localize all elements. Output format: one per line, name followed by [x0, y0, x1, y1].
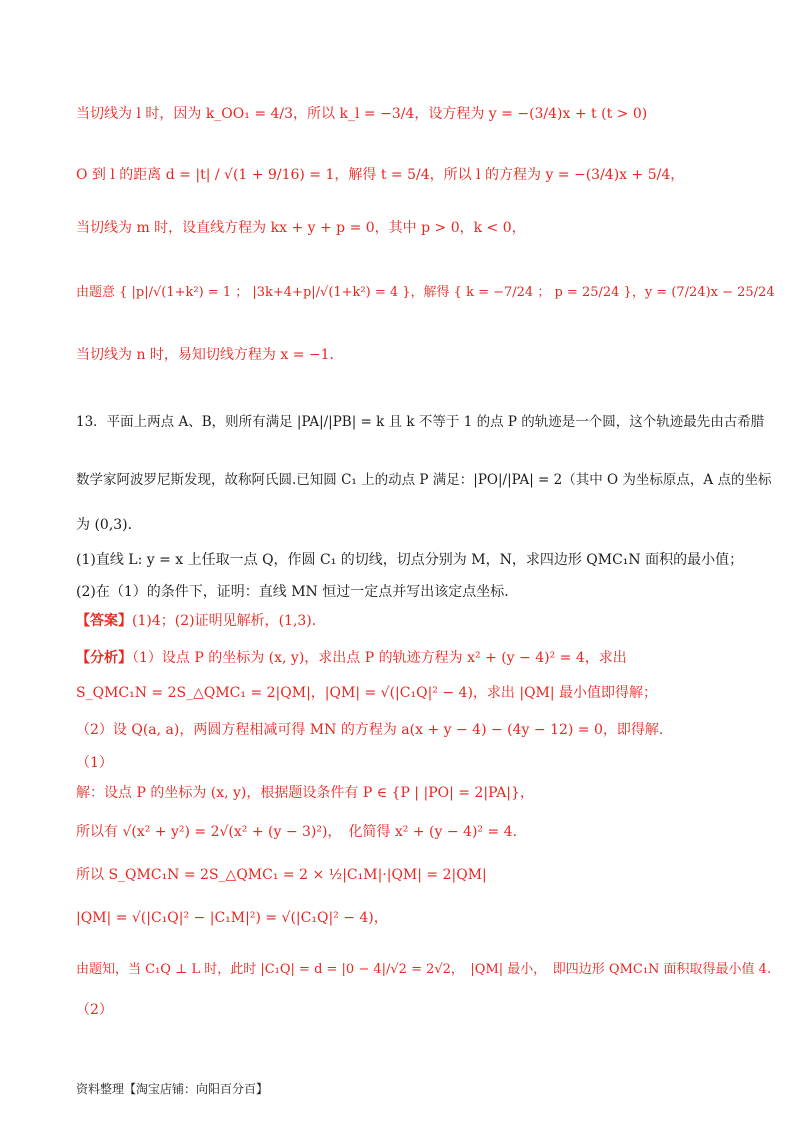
analysis-label: 【分析】 — [76, 650, 132, 666]
question-1: (1)直线 L: y = x 上任取一点 Q，作圆 C₁ 的切线，切点分别为 M，N，求四边形 QMC₁N 面积的最小值； — [76, 552, 744, 568]
analysis-line-3: （2）设 Q(a, a)，两圆方程相减可得 MN 的方程为 a(x + y − 4) − (4y − 12) = 0，即得解. — [76, 722, 664, 738]
footer-source: 资料整理【淘宝店铺：向阳百分百】 — [76, 1082, 269, 1096]
answer-line — [76, 611, 326, 631]
solution-line-4: |QM| = √(|C₁Q|² − |C₁M|²) = √(|C₁Q|² − 4)， — [76, 910, 388, 926]
analysis-line-1 — [76, 648, 627, 668]
problem-13-line-1: 13．平面上两点 A、B，则所有满足 |PA|/|PB| = k 且 k 不等于 1 的点 P 的轨迹是一个圆，这个轨迹最先由古希腊 — [76, 414, 765, 430]
question-2: (2)在（1）的条件下，证明：直线 MN 恒过一定点并写出该定点坐标. — [76, 584, 509, 600]
problem-13-line-3: 为 (0,3)． — [76, 517, 142, 533]
problem-13-line-2: 数学家阿波罗尼斯发现，故称阿氏圆.已知圆 C₁ 上的动点 P 满足：|PO|/|PA| = 2（其中 O 为坐标原点，A 点的坐标 — [76, 472, 772, 488]
answer-text: (1)4；(2)证明见解析，(1,3)． — [132, 613, 326, 629]
solution-line-5: 由题知，当 C₁Q ⊥ L 时，此时 |C₁Q| = d = |0 − 4|/√2 = 2√2， |QM| 最小， 即四边形 QMC₁N 面积取得最小值 4. — [76, 962, 772, 977]
solution-line-3: 所以 S_QMC₁N = 2S_△QMC₁ = 2 × ½|C₁M|·|QM| = 2|QM| — [76, 867, 487, 883]
line-distance-l: O 到 l 的距离 d = |t| / √(1 + 9/16) = 1，解得 t = 5/4，所以 l 的方程为 y = −(3/4)x + 5/4， — [76, 167, 685, 183]
line-tangent-l: 当切线为 l 时，因为 k_OO₁ = 4/3，所以 k_l = −3/4，设方程为 y = −(3/4)x + t (t > 0) — [76, 106, 648, 122]
line-tangent-m: 当切线为 m 时，设直线方程为 kx + y + p = 0，其中 p > 0，k < 0， — [76, 220, 526, 236]
line-tangent-n: 当切线为 n 时，易知切线方程为 x = −1． — [76, 347, 344, 363]
analysis-text-1: （1）设点 P 的坐标为 (x, y)，求出点 P 的轨迹方程为 x² + (y − 4)² = 4，求出 — [132, 650, 627, 666]
solution-line-2: 所以有 √(x² + y²) = 2√(x² + (y − 3)²)， 化简得 x² + (y − 4)² = 4． — [76, 824, 527, 840]
solution-part-2-label: （2） — [76, 1002, 113, 1018]
solution-part-1-label: （1） — [76, 755, 113, 771]
line-system: 由题意 { |p|/√(1+k²) = 1 ； |3k+4+p|/√(1+k²) = 4 }，解得 { k = −7/24 ； p = 25/24 }，y = (7/24)x − 25/24 — [76, 285, 775, 300]
solution-line-1: 解：设点 P 的坐标为 (x, y)，根据题设条件有 P ∈ {P | |PO| = 2|PA|}， — [76, 785, 534, 801]
analysis-line-2: S_QMC₁N = 2S_△QMC₁ = 2|QM|，|QM| = √(|C₁Q|² − 4)，求出 |QM| 最小值即得解； — [76, 685, 658, 701]
answer-label: 【答案】 — [76, 613, 132, 629]
